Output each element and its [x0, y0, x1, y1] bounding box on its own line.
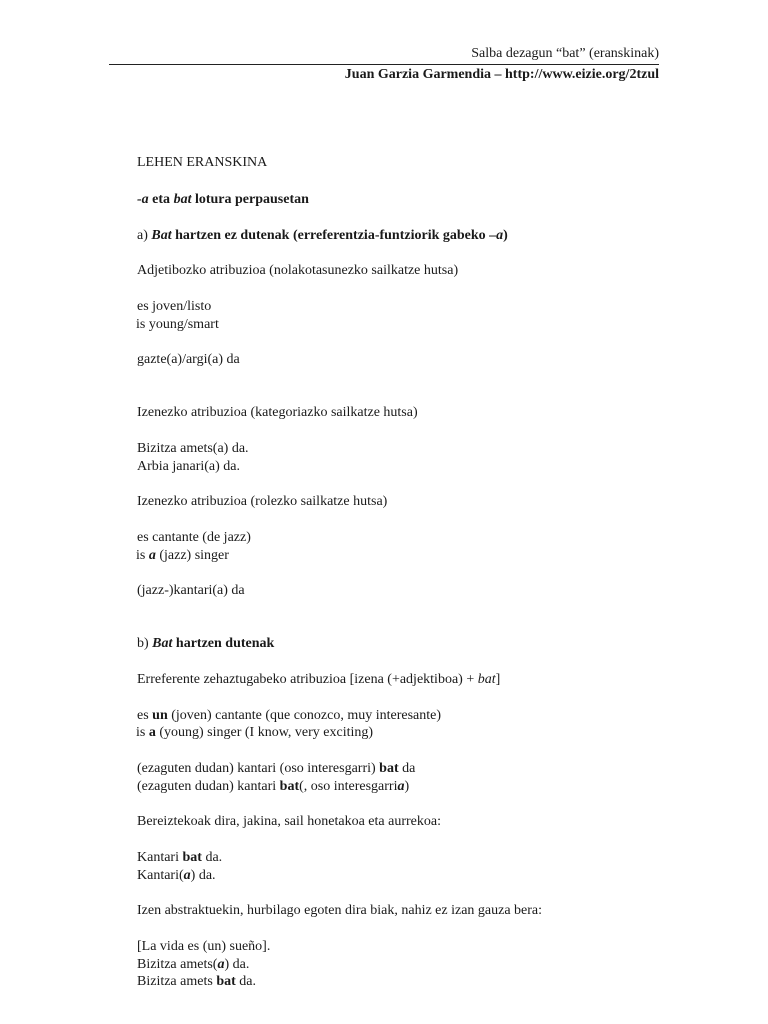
paragraph-text: Izenezko atribuzioa (kategoriazko sailkatze hutsa)	[137, 405, 418, 420]
paragraph-text: Izen abstraktuekin, hurbilago egoten dira biak, nahiz ez izan gauza bera:	[137, 903, 543, 918]
example-line: Bizitza amets(a) da.	[137, 957, 250, 972]
section-heading: -a eta bat lotura perpausetan	[137, 192, 309, 207]
paragraph-text: Bereiztekoak dira, jakina, sail honetakoa eta aurrekoa:	[137, 814, 441, 829]
paragraph-text: Izenezko atribuzioa (rolezko sailkatze hutsa)	[137, 494, 388, 509]
appendix-title: LEHEN ERANSKINA	[137, 155, 268, 170]
example-line: is a (young) singer (I know, very exciting)	[136, 725, 374, 740]
example-line: Kantari bat da.	[137, 850, 223, 865]
example-line: es cantante (de jazz)	[137, 530, 251, 545]
paragraph-text: Adjetibozko atribuzioa (nolakotasunezko sailkatze hutsa)	[137, 263, 459, 278]
example-line: Arbia janari(a) da.	[137, 459, 240, 474]
example-line: gazte(a)/argi(a) da	[137, 352, 240, 367]
example-line: (ezaguten dudan) kantari bat(, oso interesgarria)	[137, 779, 410, 794]
example-line: Bizitza amets(a) da.	[137, 441, 249, 456]
example-line: Kantari(a) da.	[137, 868, 216, 883]
header-rule	[109, 64, 659, 65]
example-line: (jazz-)kantari(a) da	[137, 583, 245, 598]
subsection-b-heading: b) Bat hartzen dutenak	[137, 636, 275, 651]
example-line: is young/smart	[136, 317, 219, 332]
example-line: es joven/listo	[137, 299, 212, 314]
example-line: [La vida es (un) sueño].	[137, 939, 271, 954]
running-header-author: Juan Garzia Garmendia – http://www.eizie.org/2tzul	[344, 67, 659, 82]
example-line: is a (jazz) singer	[136, 548, 229, 563]
example-line: (ezaguten dudan) kantari (oso interesgarri) bat da	[137, 761, 416, 776]
example-line: Bizitza amets bat da.	[137, 974, 256, 989]
example-line: es un (joven) cantante (que conozco, muy interesante)	[137, 708, 442, 723]
subsection-a-heading: a) Bat hartzen ez dutenak (erreferentzia-funtziorik gabeko –a)	[137, 228, 508, 243]
running-header-title: Salba dezagun “bat” (eranskinak)	[471, 46, 659, 61]
paragraph-text: Erreferente zehaztugabeko atribuzioa [izena (+adjektiboa) + bat]	[137, 672, 501, 687]
